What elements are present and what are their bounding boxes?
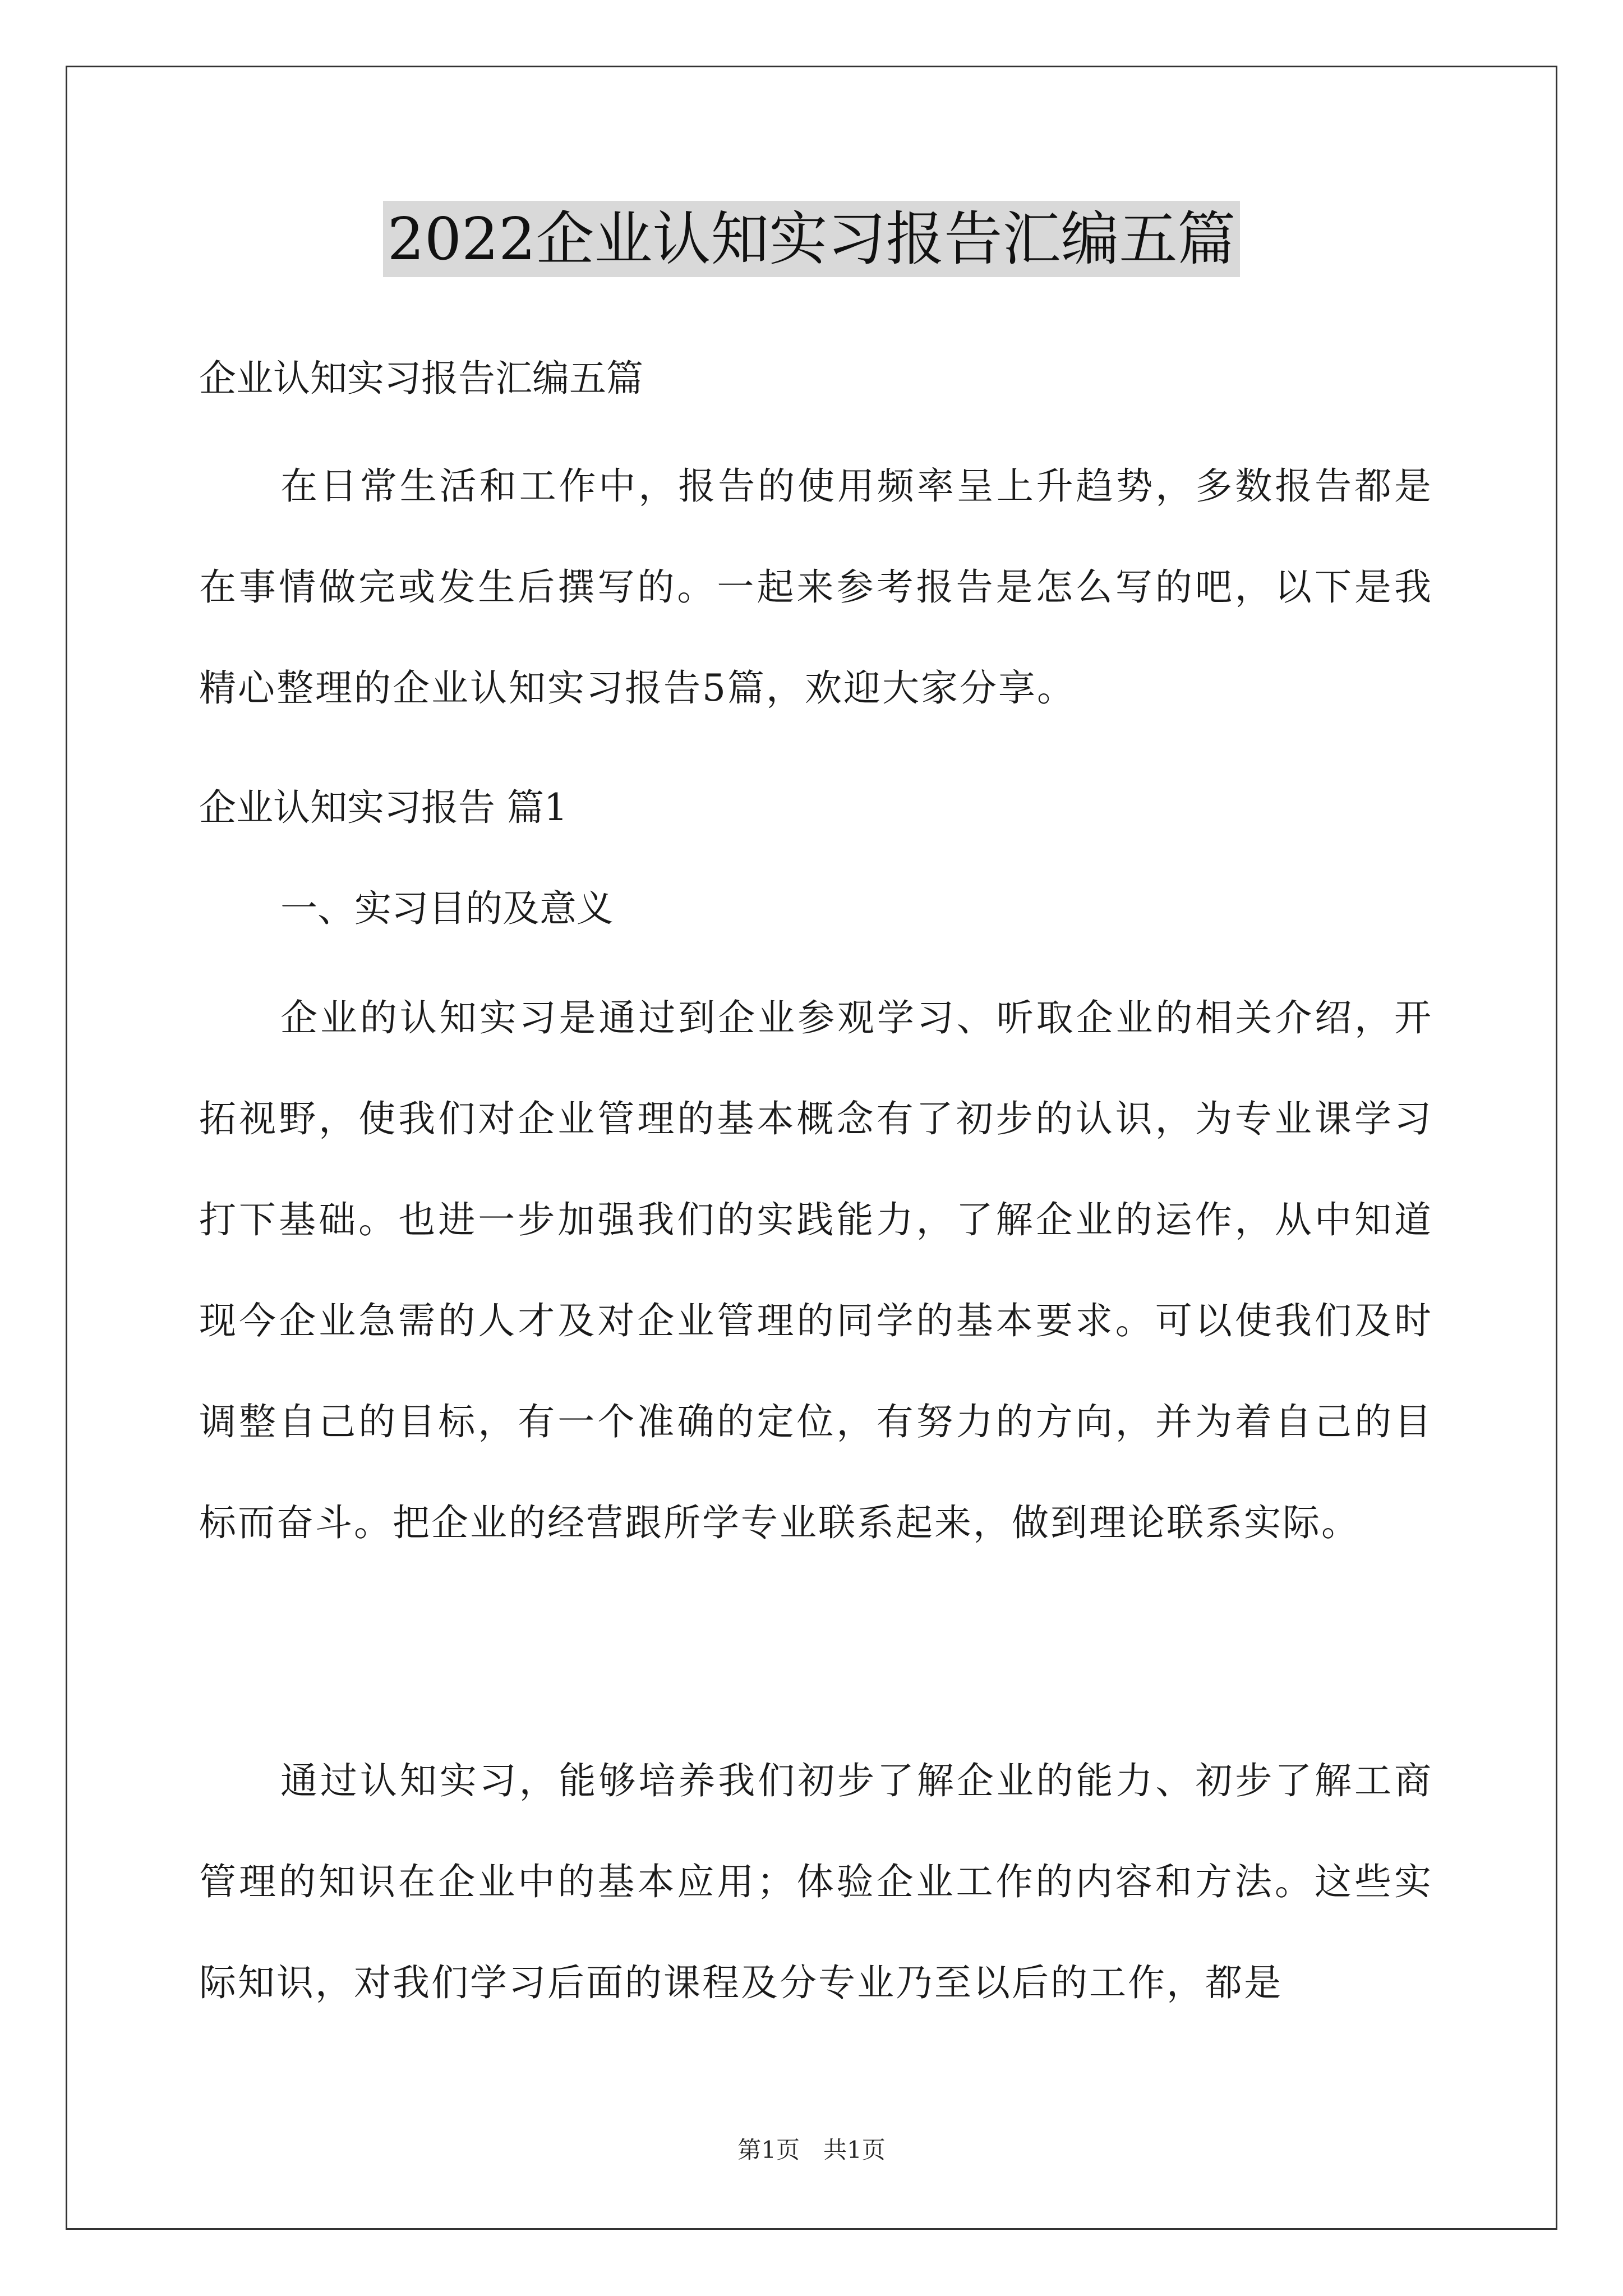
document-title: 2022企业认知实习报告汇编五篇 [383,201,1241,277]
section-heading: 企业认知实习报告 篇1 [199,786,568,829]
intro-paragraph: 在日常生活和工作中，报告的使用频率呈上升趋势，多数报告都是在事情做完或发生后撰写的。一起来参考报告是怎么写的吧，以下是我精心整理的企业认知实习报告5篇，欢迎大家分享。 [199,464,1433,710]
document-subtitle: 企业认知实习报告汇编五篇 [199,357,643,400]
title-container [0,201,1623,277]
page-footer [0,2132,1623,2165]
page-total: 共1页 [823,2136,886,2164]
paragraph-purpose: 企业的认知实习是通过到企业参观学习、听取企业的相关介绍，开拓视野，使我们对企业管理的基本概念有了初步的认识，为专业课学习打下基础。也进一步加强我们的实践能力，了解企业的运作，从中知道现今企业急需的人才及对企业管理的同学的基本要求。可以使我们及时调整自己的目标，有一个准确的定位，有努力的方向，并为着自己的目标而奋斗。把企业的经营跟所学专业联系起来，做到理论联系实际。 [199,996,1433,1544]
subsection-heading: 一、实习目的及意义 [280,887,614,930]
paragraph-benefits: 通过认知实习，能够培养我们初步了解企业的能力、初步了解工商管理的知识在企业中的基本应用；体验企业工作的内容和方法。这些实际知识，对我们学习后面的课程及分专业乃至以后的工作，都是 [199,1759,1433,2004]
page-number: 第1页 [737,2136,800,2164]
